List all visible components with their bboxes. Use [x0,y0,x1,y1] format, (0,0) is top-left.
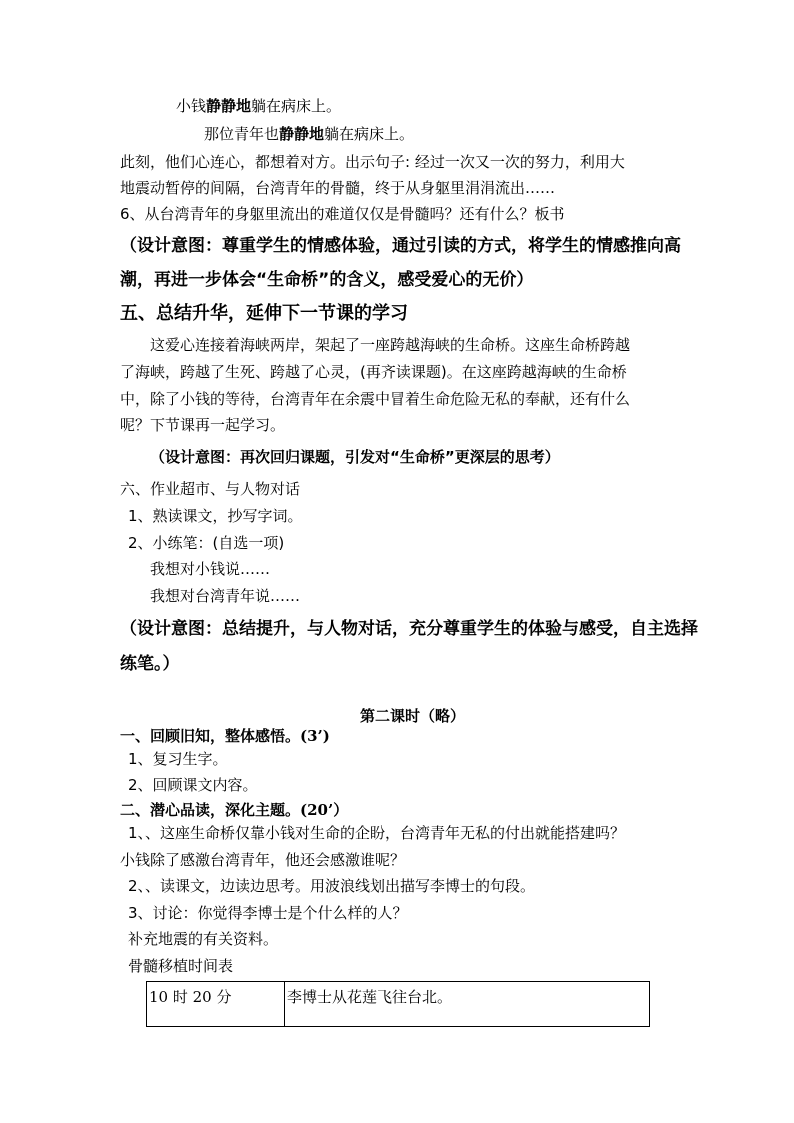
design-intent-note: （设计意图：总结提升，与人物对话，充分尊重学生的体验与感受，自主选择 [120,619,698,639]
list-item: 3、讨论：你觉得李博士是个什么样的人？ [128,904,408,922]
paragraph-line: 这爱心连接着海峡两岸，架起了一座跨越海峡的生命桥。这座生命桥跨越 [150,336,631,354]
table-caption: 骨髓移植时间表 [128,957,234,975]
list-item: 2、回顾课文内容。 [128,776,258,794]
design-intent-note: （设计意图：再次回归课题，引发对“生命桥”更深层的思考） [150,448,560,466]
design-intent-note: （设计意图：尊重学生的情感体验，通过引读的方式，将学生的情感推向高 [120,236,681,256]
quote-text: 躺在病床上。 [324,125,415,143]
quote-line-2 [204,124,414,144]
list-item: 2、小练笔：(自选一项) [128,534,285,552]
list-item: 2、、读课文，边读边思考。用波浪线划出描写李博士的句段。 [128,877,536,895]
table-row [147,982,650,1027]
paragraph-line: 了海峡，跨越了生死、跨越了心灵，(再齐读课题)。在这座跨越海峡的生命桥 [120,363,627,381]
list-item: 1、、这座生命桥仅靠小钱对生命的企盼，台湾青年无私的付出就能搭建吗？ [128,824,626,842]
design-intent-note: 潮，再进一步体会“生命桥”的含义，感受爱心的无价） [120,270,534,290]
bone-marrow-schedule-table [146,981,650,1027]
list-item: 我想对小钱说…… [150,560,271,578]
paragraph-line: 呢？下节课再一起学习。 [120,416,286,434]
emphasis-text: 静静地 [206,97,252,115]
event-cell: 李博士从花莲飞往台北。 [285,982,650,1027]
quote-text: 那位青年也 [204,125,280,143]
paragraph-line: 补充地震的有关资料。 [128,930,279,948]
quote-line-1 [176,96,341,116]
section-heading: 二、潜心品读，深化主题。(20’） [120,801,349,819]
section-heading: 一、回顾旧知，整体感悟。(3’) [120,727,330,745]
paragraph-line: 小钱除了感激台湾青年，他还会感激谁呢？ [120,851,406,869]
paragraph-line: 中，除了小钱的等待，台湾青年在余震中冒着生命危险无私的奉献，还有什么 [120,390,631,408]
emphasis-text: 静静地 [279,125,325,143]
list-item: 1、复习生字。 [128,750,228,768]
section-heading: 五、总结升华，延伸下一节课的学习 [120,303,408,324]
paragraph-line: 地震动暂停的间隔，台湾青年的骨髓，终于从身躯里涓涓流出…… [120,179,556,197]
list-item: 1、熟读课文，抄写字词。 [128,507,303,525]
design-intent-note: 练笔。） [120,654,180,674]
question-line: 6、从台湾青年的身躯里流出的难道仅仅是骨髓吗？还有什么？板书 [120,205,565,223]
quote-text: 躺在病床上。 [251,97,342,115]
list-item: 我想对台湾青年说…… [150,587,301,605]
section-heading: 六、作业超市、与人物对话 [120,480,301,498]
quote-text: 小钱 [176,97,207,115]
paragraph-line: 此刻，他们心连心，都想着对方。出示句子: 经过一次又一次的努力，利用大 [120,153,625,171]
lesson-title: 第二课时（略） [360,707,466,725]
time-cell: 10 时 20 分 [147,982,285,1027]
